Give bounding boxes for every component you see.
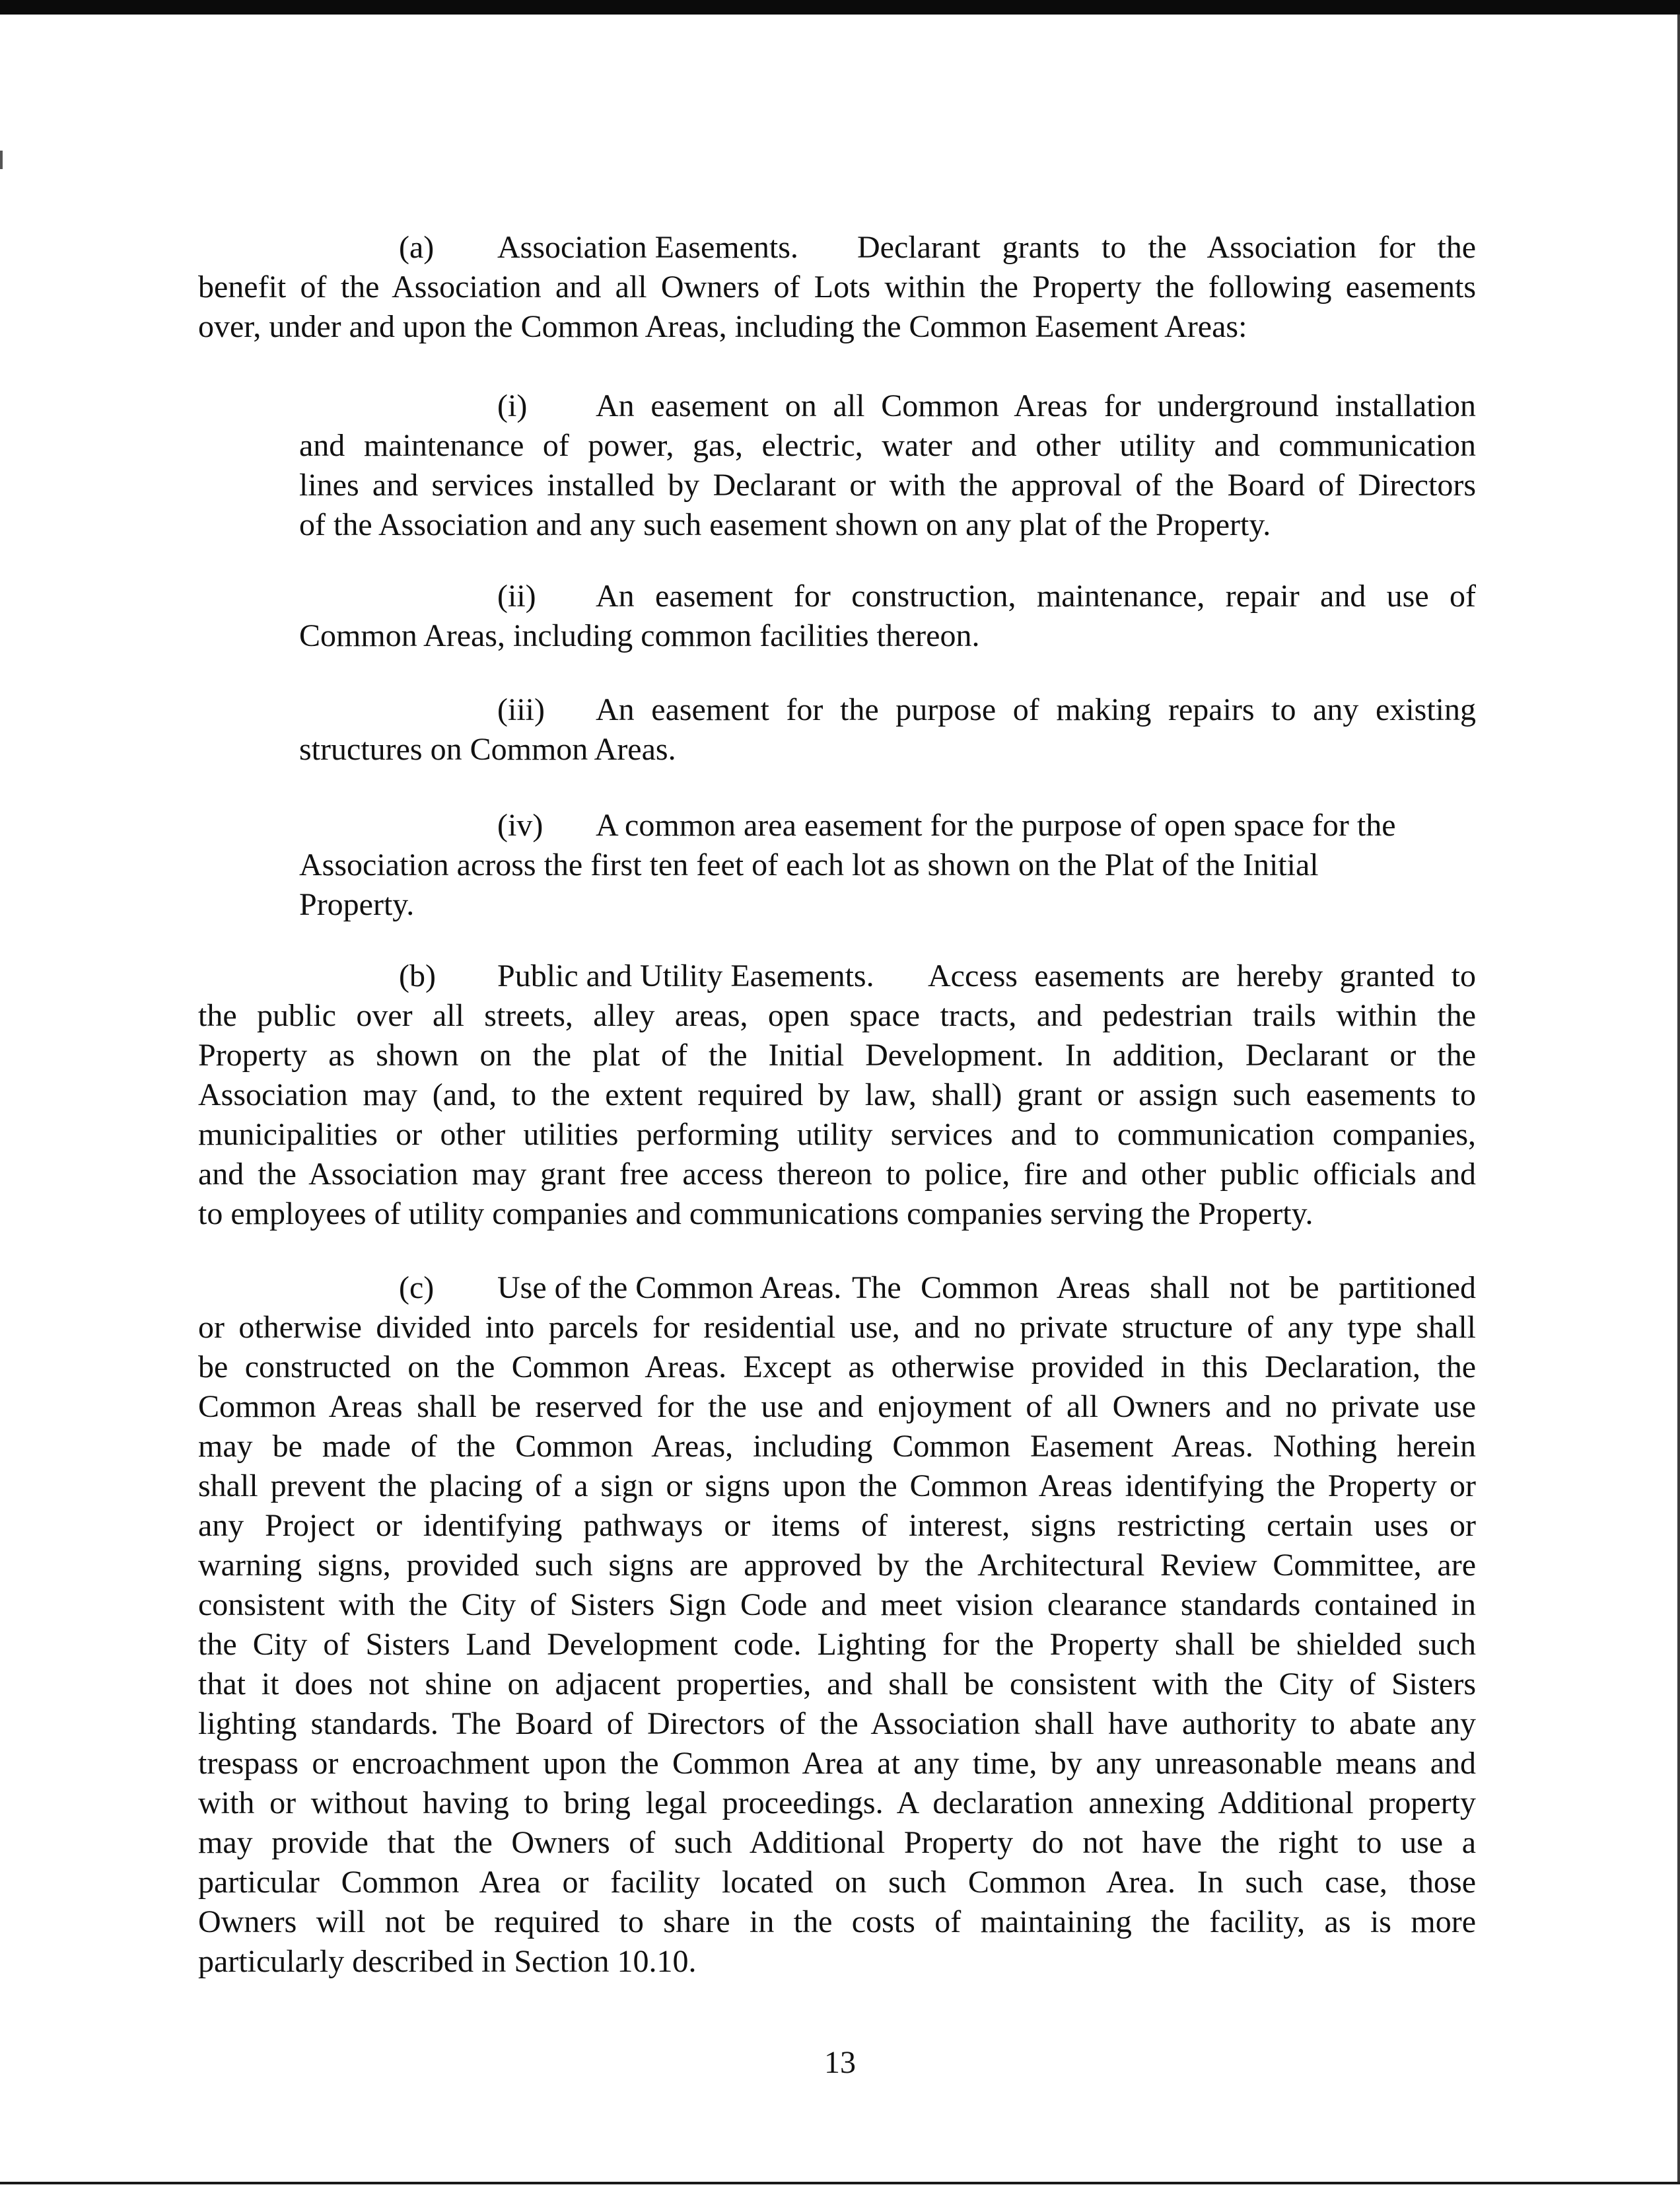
section-c-line: The Common Areas shall not be partitioned bbox=[852, 1270, 1476, 1305]
section-c-line: may provide that the Owners of such Additional Property do not have the right to use a bbox=[198, 1825, 1476, 1860]
subsection-i-line: of the Association and any such easement shown on any plat of the Property. bbox=[299, 507, 1271, 542]
section-a-line: Declarant grants to the Association for the bbox=[857, 230, 1476, 265]
section-b-line: Access easements are hereby granted to bbox=[928, 958, 1476, 993]
section-c-line: be constructed on the Common Areas. Except as otherwise provided in this Declaration, the bbox=[198, 1349, 1476, 1384]
section-b-heading: Public and Utility Easements. bbox=[497, 958, 874, 993]
section-c-line: the City of Sisters Land Development code. Lighting for the Property shall be shielded such bbox=[198, 1627, 1476, 1662]
section-b-line: to employees of utility companies and communications companies serving the Property. bbox=[198, 1196, 1313, 1231]
subsection-iv-line: Association across the first ten feet of each lot as shown on the Plat of the Initial bbox=[299, 847, 1319, 882]
subsection-iii-marker: (iii) bbox=[497, 692, 545, 727]
subsection-iii-line: structures on Common Areas. bbox=[299, 732, 676, 767]
scan-mark-left bbox=[0, 151, 3, 169]
section-b-line: Association may (and, to the extent required by law, shall) grant or assign such easements to bbox=[198, 1077, 1476, 1112]
section-c-line: warning signs, provided such signs are approved by the Architectural Review Committee, are bbox=[198, 1548, 1476, 1583]
page-number: 13 bbox=[824, 2045, 856, 2080]
section-b-marker: (b) bbox=[399, 958, 436, 993]
section-c-line: particularly described in Section 10.10. bbox=[198, 1944, 697, 1979]
subsection-iii-line: An easement for the purpose of making repairs to any existing bbox=[596, 692, 1476, 727]
subsection-iv-marker: (iv) bbox=[497, 808, 543, 843]
subsection-i-line: An easement on all Common Areas for underground installation bbox=[596, 388, 1476, 423]
subsection-ii-line: An easement for construction, maintenance, repair and use of bbox=[596, 579, 1476, 614]
section-a-line: over, under and upon the Common Areas, including the Common Easement Areas: bbox=[198, 309, 1247, 344]
section-b-line: the public over all streets, alley areas, open space tracts, and pedestrian trails within the bbox=[198, 998, 1476, 1033]
section-c-line: may be made of the Common Areas, including Common Easement Areas. Nothing herein bbox=[198, 1429, 1476, 1464]
section-c-marker: (c) bbox=[399, 1270, 435, 1305]
section-b-line: and the Association may grant free access thereon to police, fire and other public officials and bbox=[198, 1157, 1476, 1192]
section-a-marker: (a) bbox=[399, 230, 435, 265]
subsection-iv-line: A common area easement for the purpose of open space for the bbox=[596, 808, 1396, 843]
subsection-i-line: and maintenance of power, gas, electric, water and other utility and communication bbox=[299, 428, 1476, 463]
scan-border-bottom bbox=[0, 2182, 1680, 2184]
section-c-line: Common Areas shall be reserved for the use and enjoyment of all Owners and no private use bbox=[198, 1389, 1476, 1424]
scan-border-right bbox=[1677, 15, 1680, 2182]
section-c-line: lighting standards. The Board of Directors of the Association shall have authority to abate any bbox=[198, 1706, 1476, 1741]
scan-border-top bbox=[0, 0, 1680, 15]
subsection-ii-line: Common Areas, including common facilities thereon. bbox=[299, 618, 980, 653]
section-c-heading: Use of the Common Areas. bbox=[497, 1270, 842, 1305]
section-c-line: with or without having to bring legal proceedings. A declaration annexing Additional property bbox=[198, 1785, 1476, 1820]
section-b-line: Property as shown on the plat of the Initial Development. In addition, Declarant or the bbox=[198, 1038, 1476, 1073]
section-c-line: or otherwise divided into parcels for residential use, and no private structure of any type shall bbox=[198, 1310, 1476, 1345]
section-c-line: consistent with the City of Sisters Sign Code and meet vision clearance standards contained in bbox=[198, 1587, 1476, 1622]
section-c-line: particular Common Area or facility located on such Common Area. In such case, those bbox=[198, 1865, 1476, 1900]
subsection-i-line: lines and services installed by Declarant or with the approval of the Board of Directors bbox=[299, 468, 1476, 503]
subsection-i-marker: (i) bbox=[497, 388, 528, 423]
section-a-heading: Association Easements. bbox=[497, 230, 798, 265]
section-c-line: shall prevent the placing of a sign or signs upon the Common Areas identifying the Property or bbox=[198, 1468, 1476, 1503]
subsection-ii-marker: (ii) bbox=[497, 579, 536, 614]
section-c-line: any Project or identifying pathways or items of interest, signs restricting certain uses or bbox=[198, 1508, 1476, 1543]
section-a-line: benefit of the Association and all Owners of Lots within the Property the following easements bbox=[198, 269, 1476, 305]
section-c-line: Owners will not be required to share in the costs of maintaining the facility, as is more bbox=[198, 1904, 1476, 1939]
section-c-line: trespass or encroachment upon the Common Area at any time, by any unreasonable means and bbox=[198, 1746, 1476, 1781]
subsection-iv-line: Property. bbox=[299, 887, 415, 922]
section-c-line: that it does not shine on adjacent properties, and shall be consistent with the City of Sisters bbox=[198, 1667, 1476, 1702]
section-b-line: municipalities or other utilities performing utility services and to communication companies, bbox=[198, 1117, 1476, 1152]
